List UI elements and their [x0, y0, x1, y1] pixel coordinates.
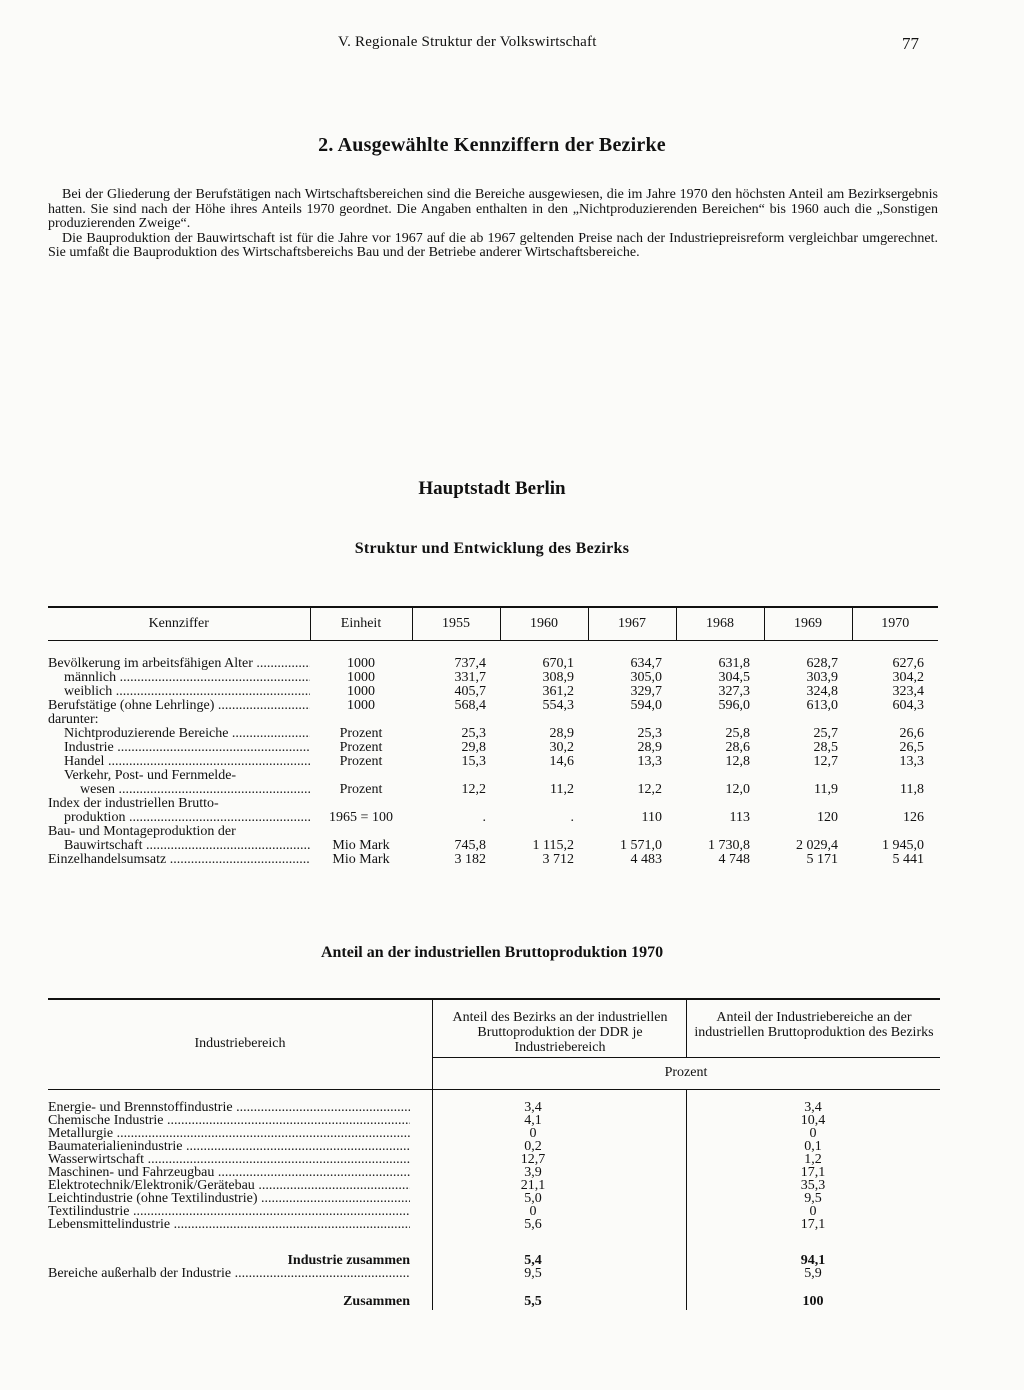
row-value: [764, 797, 852, 811]
bezirk-share-value: 0,2: [524, 1139, 542, 1154]
row-value: 126: [903, 810, 924, 825]
row-value: 5 441: [892, 852, 924, 867]
row-value: 405,7: [454, 684, 486, 699]
row-value: [588, 797, 676, 811]
row-value: 327,3: [718, 684, 750, 699]
row-label: Nichtproduzierende Bereiche: [64, 727, 229, 741]
col-1970: 1970: [852, 608, 938, 641]
col-1967: 1967: [588, 608, 676, 641]
structure-table: [48, 608, 938, 867]
row-unit: 1965 = 100: [329, 810, 393, 825]
row-unit: Mio Mark: [332, 838, 390, 853]
bezirk-share-value: 21,1: [520, 1178, 546, 1193]
table2-unit: Prozent: [664, 1065, 708, 1080]
row-unit: Prozent: [339, 740, 383, 755]
row-label: Handel: [64, 755, 105, 769]
industry-share-value: 3,4: [804, 1100, 822, 1115]
row-value: 628,7: [806, 656, 838, 671]
row-unit: 1000: [347, 684, 375, 699]
row-value: [500, 713, 588, 727]
row-label: männlich: [64, 671, 117, 685]
outside-label: Bereiche außerhalb der Industrie: [48, 1267, 232, 1280]
intro-paragraph-1: Bei der Gliederung der Berufstätigen nach Wirtschaftsbereichen sind die Bereiche ausgewiesen, die im Jahre 1970 den höchsten Anteil am Bezirksergebnis hatten. Sie sind nach der Höhe ihres Anteils 1970 geordnet. Die Angaben enthalten in den „Nichtproduzierenden Bereichen“ bis 1960 auch die „Sonstigen produzierenden Zweige“.: [48, 187, 938, 231]
row-value: 1 571,0: [620, 838, 662, 853]
row-value: [852, 797, 938, 811]
row-label: produktion: [64, 811, 126, 825]
row-value: 4 748: [718, 852, 750, 867]
running-title: V. Regionale Struktur der Volkswirtschaft: [338, 34, 597, 50]
row-value: 14,6: [549, 754, 574, 769]
industry-row: [48, 1114, 940, 1127]
industry-share-value: 10,4: [800, 1113, 826, 1128]
industry-share-value: 0: [809, 1126, 817, 1141]
row-value: [676, 825, 764, 839]
row-value: 26,5: [899, 740, 924, 755]
row-value: 304,2: [892, 670, 924, 685]
row-unit: [310, 825, 412, 839]
bezirk-share-value: 0: [529, 1126, 537, 1141]
row-value: 305,0: [630, 670, 662, 685]
row-value: 568,4: [454, 698, 486, 713]
row-value: [676, 797, 764, 811]
table-row: [48, 769, 938, 783]
table-row: [48, 797, 938, 811]
row-value: 13,3: [637, 754, 662, 769]
row-value: 11,8: [900, 782, 924, 797]
row-value: 604,3: [892, 698, 924, 713]
row-value: 594,0: [630, 698, 662, 713]
table-row: [48, 839, 938, 853]
row-value: 324,8: [806, 684, 838, 699]
table2-total-block: [48, 1295, 940, 1308]
row-label: darunter:: [48, 713, 99, 727]
row-value: 25,7: [813, 726, 838, 741]
row-value: 554,3: [542, 698, 574, 713]
row-value: 30,2: [549, 740, 574, 755]
row-value: 329,7: [630, 684, 662, 699]
row-value: [764, 769, 852, 783]
table-row: [48, 741, 938, 755]
outside-row: [48, 1267, 940, 1280]
row-value: [764, 825, 852, 839]
row-unit: Prozent: [339, 754, 383, 769]
industry-label: Maschinen- und Fahrzeugbau: [48, 1166, 215, 1179]
page-number: 77: [902, 34, 919, 53]
row-label: weiblich: [64, 685, 113, 699]
row-value: [852, 713, 938, 727]
industry-label: Chemische Industrie: [48, 1114, 164, 1127]
row-unit: [310, 797, 412, 811]
industry-share-value: 17,1: [800, 1217, 826, 1232]
table-row: [48, 783, 938, 797]
row-value: [500, 797, 588, 811]
row-value: 627,6: [892, 656, 924, 671]
row-value: [412, 797, 500, 811]
row-value: 323,4: [892, 684, 924, 699]
industry-share-value: 35,3: [800, 1178, 826, 1193]
table2-header-rule: [48, 1089, 940, 1090]
col-kennziffer: Kennziffer: [48, 608, 310, 641]
row-value: [676, 769, 764, 783]
row-label: Index der industriellen Brutto-: [48, 797, 219, 811]
row-label: Bauwirtschaft: [64, 839, 143, 853]
table-row: [48, 713, 938, 727]
industry-label: Elektrotechnik/Elektronik/Gerätebau: [48, 1179, 255, 1192]
section-title: 2. Ausgewählte Kennziffern der Bezirke: [318, 134, 666, 156]
total-value-b: 100: [802, 1294, 824, 1309]
row-value: 113: [729, 810, 750, 825]
row-value: 1 945,0: [882, 838, 924, 853]
row-value: 28,5: [813, 740, 838, 755]
bezirk-share-value: 3,4: [524, 1100, 542, 1115]
row-unit: [310, 713, 412, 727]
industry-label: Leichtindustrie (ohne Textilindustrie): [48, 1192, 258, 1205]
row-unit: Prozent: [339, 726, 383, 741]
row-value: 1 730,8: [708, 838, 750, 853]
row-label: wesen: [80, 783, 115, 797]
bezirk-share-value: 12,7: [520, 1152, 546, 1167]
table2-col-label: Industriebereich: [194, 1036, 286, 1051]
row-label: Industrie: [64, 741, 114, 755]
row-label: Bevölkerung im arbeitsfähigen Alter: [48, 656, 253, 671]
row-value: [500, 769, 588, 783]
row-label: Berufstätige (ohne Lehrlinge): [48, 699, 215, 713]
row-value: [412, 825, 500, 839]
row-value: 25,3: [637, 726, 662, 741]
row-unit: 1000: [347, 670, 375, 685]
row-value: 303,9: [806, 670, 838, 685]
industry-label: Textilindustrie: [48, 1205, 130, 1218]
table2-title: Anteil an der industriellen Bruttoproduktion 1970: [320, 944, 664, 961]
row-value: 5 171: [806, 852, 838, 867]
row-value: 613,0: [806, 698, 838, 713]
bezirk-title: Hauptstadt Berlin: [418, 478, 566, 499]
industry-share-value: 0: [809, 1204, 817, 1219]
table2-divider-2a: [686, 999, 687, 1058]
row-value: 25,8: [725, 726, 750, 741]
row-value: 120: [817, 810, 838, 825]
row-value: 670,1: [542, 656, 574, 671]
table-row: [48, 825, 938, 839]
running-head: [0, 34, 1024, 56]
row-value: 15,3: [461, 754, 486, 769]
table2-col2-header: Anteil der Industriebereiche an der industriellen Bruttoproduktion des Bezirks: [694, 1010, 934, 1040]
intro-text: [48, 188, 938, 261]
row-value: 28,9: [549, 726, 574, 741]
table1-header-row: [48, 608, 938, 641]
row-value: 3 712: [542, 852, 574, 867]
row-value: 361,2: [542, 684, 574, 699]
industry-share-value: 17,1: [800, 1165, 826, 1180]
col-1969: 1969: [764, 608, 852, 641]
row-value: .: [570, 810, 574, 825]
subtotal-value-a: 5,4: [524, 1253, 542, 1268]
row-value: 28,9: [637, 740, 662, 755]
industry-label: Lebensmittelindustrie: [48, 1218, 171, 1231]
outside-value-a: 9,5: [524, 1266, 542, 1281]
row-unit: 1000: [347, 698, 375, 713]
row-value: 745,8: [454, 838, 486, 853]
row-value: 12,7: [813, 754, 838, 769]
outside-value-b: 5,9: [804, 1266, 822, 1281]
row-label: Einzelhandelsumsatz: [48, 853, 167, 867]
bezirk-share-value: 5,6: [524, 1217, 542, 1232]
row-unit: Mio Mark: [332, 852, 390, 867]
row-value: .: [482, 810, 486, 825]
row-value: 737,4: [454, 656, 486, 671]
row-value: 331,7: [454, 670, 486, 685]
row-value: 11,9: [814, 782, 838, 797]
table2-col1-header: Anteil des Bezirks an der industriellen Bruttoproduktion der DDR je Industriebereich: [452, 1010, 668, 1055]
col-1968: 1968: [676, 608, 764, 641]
row-value: 12,8: [725, 754, 750, 769]
row-value: [676, 713, 764, 727]
row-value: 12,2: [637, 782, 662, 797]
total-value-a: 5,5: [524, 1294, 542, 1309]
table-row: [48, 853, 938, 867]
col-1955: 1955: [412, 608, 500, 641]
row-value: [588, 769, 676, 783]
row-label: Verkehr, Post- und Fernmelde-: [64, 769, 237, 783]
row-value: 631,8: [718, 656, 750, 671]
table-row: [48, 811, 938, 825]
row-value: 28,6: [725, 740, 750, 755]
row-value: 1 115,2: [532, 838, 574, 853]
row-unit: 1000: [347, 656, 375, 671]
industry-share-value: 9,5: [804, 1191, 822, 1206]
bezirk-share-value: 0: [529, 1204, 537, 1219]
industry-label: Metallurgie: [48, 1127, 114, 1140]
table-row: [48, 727, 938, 741]
row-value: 11,2: [550, 782, 574, 797]
table1-title: Struktur und Entwicklung des Bezirks: [354, 540, 630, 557]
row-value: 2 029,4: [796, 838, 838, 853]
industry-row: [48, 1192, 940, 1205]
row-value: [412, 713, 500, 727]
industry-share-rows: [48, 1101, 940, 1231]
row-value: [588, 713, 676, 727]
table-row: [48, 755, 938, 769]
row-value: 634,7: [630, 656, 662, 671]
row-value: 596,0: [718, 698, 750, 713]
row-value: 12,2: [461, 782, 486, 797]
table-row: [48, 685, 938, 699]
row-value: 308,9: [542, 670, 574, 685]
row-unit: [310, 769, 412, 783]
industry-label: Baumaterialienindustrie: [48, 1140, 183, 1153]
bezirk-share-value: 4,1: [524, 1113, 542, 1128]
row-value: 4 483: [630, 852, 662, 867]
subtotal-value-b: 94,1: [800, 1253, 826, 1268]
industry-label: Energie- und Brennstoffindustrie: [48, 1101, 233, 1114]
col-einheit: Einheit: [310, 608, 412, 641]
total-row: [48, 1295, 940, 1308]
row-value: [852, 769, 938, 783]
row-value: [412, 769, 500, 783]
industry-share-value: 0,1: [804, 1139, 822, 1154]
intro-paragraph-2: Die Bauproduktion der Bauwirtschaft ist für die Jahre vor 1967 auf die ab 1967 geltenden Preise nach der Industriepreisreform vergleichbar umgerechnet. Sie umfaßt die Bauproduktion des Wirtschaftsbereichs Bau und der Betriebe anderer Wirtschaftsbereiche.: [48, 230, 938, 260]
row-value: 304,5: [718, 670, 750, 685]
total-label: Zusammen: [343, 1295, 410, 1308]
table-row: [48, 699, 938, 713]
table-row: [48, 671, 938, 685]
row-value: [852, 825, 938, 839]
col-1960: 1960: [500, 608, 588, 641]
row-value: 110: [641, 810, 662, 825]
table2-subtotal-block: [48, 1254, 940, 1280]
table2-mid-rule: [432, 1057, 940, 1058]
row-value: 12,0: [725, 782, 750, 797]
row-value: [764, 713, 852, 727]
row-value: 25,3: [461, 726, 486, 741]
table-row: [48, 641, 938, 672]
table2-top-rule: [48, 998, 940, 1000]
row-value: 3 182: [454, 852, 486, 867]
row-label: Bau- und Montageproduktion der: [48, 825, 236, 839]
bezirk-share-value: 3,9: [524, 1165, 542, 1180]
bezirk-share-value: 5,0: [524, 1191, 542, 1206]
row-value: 29,8: [461, 740, 486, 755]
row-value: [500, 825, 588, 839]
row-value: 13,3: [899, 754, 924, 769]
subtotal-label: Industrie zusammen: [287, 1254, 410, 1267]
industry-label: Wasserwirtschaft: [48, 1153, 145, 1166]
row-value: [588, 825, 676, 839]
row-unit: Prozent: [339, 782, 383, 797]
row-value: 26,6: [899, 726, 924, 741]
industry-share-value: 1,2: [804, 1152, 822, 1167]
industry-row: [48, 1218, 940, 1231]
